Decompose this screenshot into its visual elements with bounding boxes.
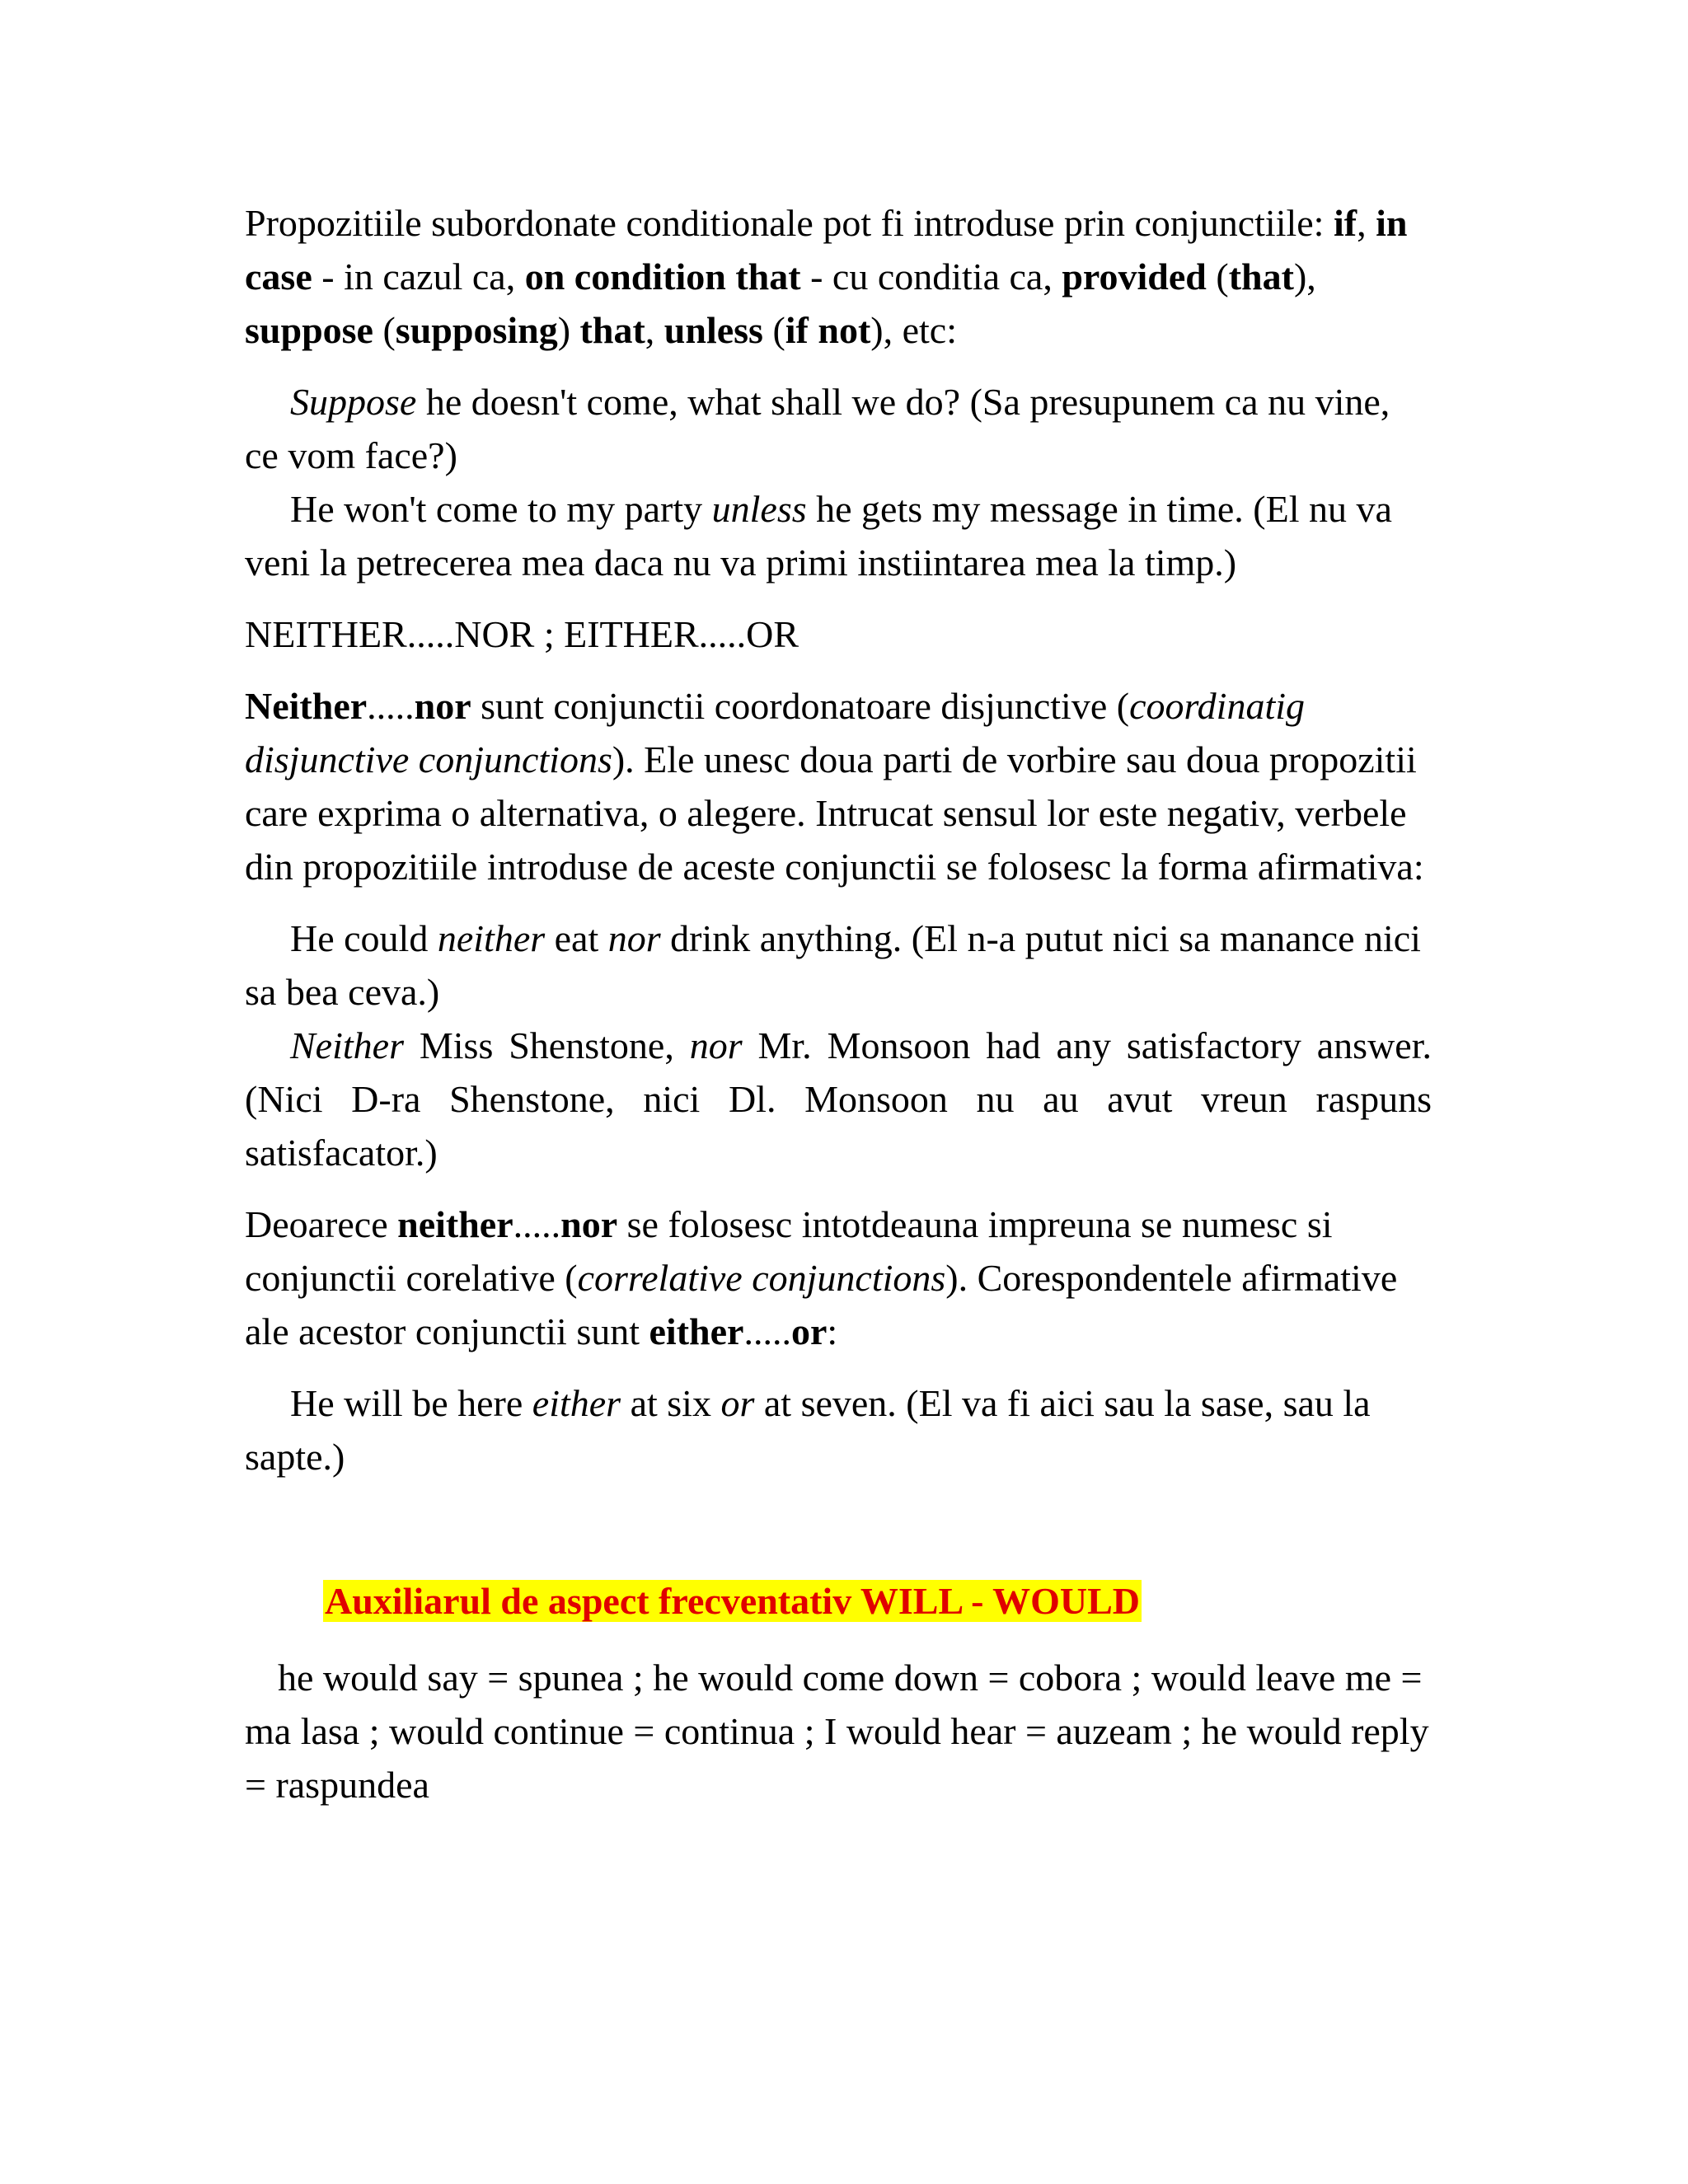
italic-term: neither bbox=[437, 917, 546, 959]
text-run: He won't come to my party bbox=[290, 488, 712, 530]
bold-term: either bbox=[649, 1310, 744, 1352]
example-suppose bbox=[245, 375, 1432, 482]
text-run: ) bbox=[557, 309, 580, 351]
text-run: ( bbox=[762, 309, 785, 351]
italic-term: Suppose bbox=[290, 381, 417, 423]
example-neither-shenstone bbox=[245, 1019, 1432, 1179]
would-examples-paragraph: he would say = spunea ; he would come down = cobora ; would leave me = ma lasa ; would continue = continua ; I would hear = auzeam ; he would reply = raspundea bbox=[245, 1657, 1429, 1806]
text-run: eat bbox=[545, 917, 608, 959]
bold-term: or bbox=[790, 1310, 828, 1352]
text-run: Propozitiile subordonate conditionale pot fi introduse prin conjunctiile: bbox=[245, 202, 1334, 244]
text-run: ( bbox=[373, 309, 396, 351]
text-run: drink anything. (El n-a putut nici sa manance nici sa bea ceva.) bbox=[245, 917, 1421, 1013]
text-run: ..... bbox=[513, 1203, 561, 1245]
text-run: sunt conjunctii coordonatoare disjunctive ( bbox=[471, 685, 1130, 727]
text-run: He could bbox=[290, 917, 438, 959]
text-run: , bbox=[1357, 202, 1376, 244]
bold-term-in-case: in case bbox=[245, 202, 1408, 298]
bold-term-provided: provided bbox=[1062, 255, 1207, 298]
text-run: ( bbox=[1206, 255, 1229, 298]
italic-term: unless bbox=[711, 488, 807, 530]
document-page bbox=[245, 196, 1432, 1811]
text-run: ). Ele unesc doua parti de vorbire sau doua propozitii care exprima o alternativa, o alegere. Intrucat sensul lor este negativ, verbele din propozitiile introduse de aceste conjunctii se folosesc la forma afirmativa: bbox=[245, 738, 1424, 888]
text-run: Deoarece bbox=[245, 1203, 398, 1245]
example-unless bbox=[245, 482, 1432, 589]
bold-term-suppose: suppose bbox=[245, 309, 373, 351]
bold-term: nor bbox=[560, 1203, 618, 1245]
text-run: he doesn't come, what shall we do? (Sa presupunem ca nu vine, ce vom face?) bbox=[245, 381, 1390, 476]
text-run: at six bbox=[621, 1382, 721, 1424]
text-run: ), etc: bbox=[870, 309, 957, 351]
text-run: ), bbox=[1293, 255, 1316, 298]
text-run: se folosesc intotdeauna impreuna se numesc si conjunctii corelative ( bbox=[245, 1203, 1333, 1299]
text-run: ..... bbox=[743, 1310, 791, 1352]
text-run: ..... bbox=[367, 685, 415, 727]
bold-term-that: that bbox=[579, 309, 645, 351]
text-run: at seven. (El va fi aici sau la sase, sau la sapte.) bbox=[245, 1382, 1371, 1478]
text-run: : bbox=[827, 1310, 838, 1352]
text-run: , bbox=[645, 309, 664, 351]
example-neither-eat bbox=[245, 912, 1432, 1019]
text-run: - in cazul ca, bbox=[312, 255, 525, 298]
italic-term: correlative conjunctions bbox=[577, 1257, 946, 1299]
section-title bbox=[245, 1574, 1432, 1628]
text-run: He will be here bbox=[290, 1382, 532, 1424]
bold-term-if-not: if not bbox=[785, 309, 871, 351]
highlighted-title: Auxiliarul de aspect frecventativ WILL - WOULD bbox=[325, 1580, 1140, 1622]
bold-term: nor bbox=[414, 685, 471, 727]
bold-term-supposing: supposing bbox=[395, 309, 558, 351]
bold-term-unless: unless bbox=[663, 309, 763, 351]
bold-term: Neither bbox=[245, 685, 368, 727]
correlative-paragraph bbox=[245, 1197, 1432, 1358]
italic-term: or bbox=[720, 1382, 755, 1424]
neither-nor-paragraph bbox=[245, 679, 1432, 893]
italic-term: coordinatig disjunctive conjunctions bbox=[245, 685, 1306, 780]
italic-term: nor bbox=[689, 1024, 743, 1066]
text-run: Miss Shenstone, bbox=[403, 1024, 690, 1066]
text-run: he gets my message in time. (El nu va veni la petrecerea mea daca nu va primi instiintarea mea la timp.) bbox=[245, 488, 1392, 583]
text-run: - cu conditia ca, bbox=[800, 255, 1062, 298]
intro-paragraph bbox=[245, 196, 1432, 357]
bold-term-that: that bbox=[1228, 255, 1294, 298]
italic-term: nor bbox=[607, 917, 661, 959]
italic-term: either bbox=[532, 1382, 621, 1424]
text-run: ). Corespondentele afirmative ale acestor conjunctii sunt bbox=[245, 1257, 1398, 1352]
example-either-or bbox=[245, 1376, 1432, 1483]
neither-either-heading: NEITHER.....NOR ; EITHER.....OR bbox=[245, 613, 799, 655]
italic-term: Neither bbox=[290, 1024, 404, 1066]
text-run: Mr. Monsoon had any satisfactory answer. (Nici D-ra Shenstone, nici Dl. Monsoon nu au avut vreun raspuns satisfacator.) bbox=[245, 1024, 1432, 1174]
bold-term: neither bbox=[397, 1203, 513, 1245]
bold-term-if: if bbox=[1333, 202, 1357, 244]
bold-term-on-condition-that: on condition that bbox=[524, 255, 801, 298]
